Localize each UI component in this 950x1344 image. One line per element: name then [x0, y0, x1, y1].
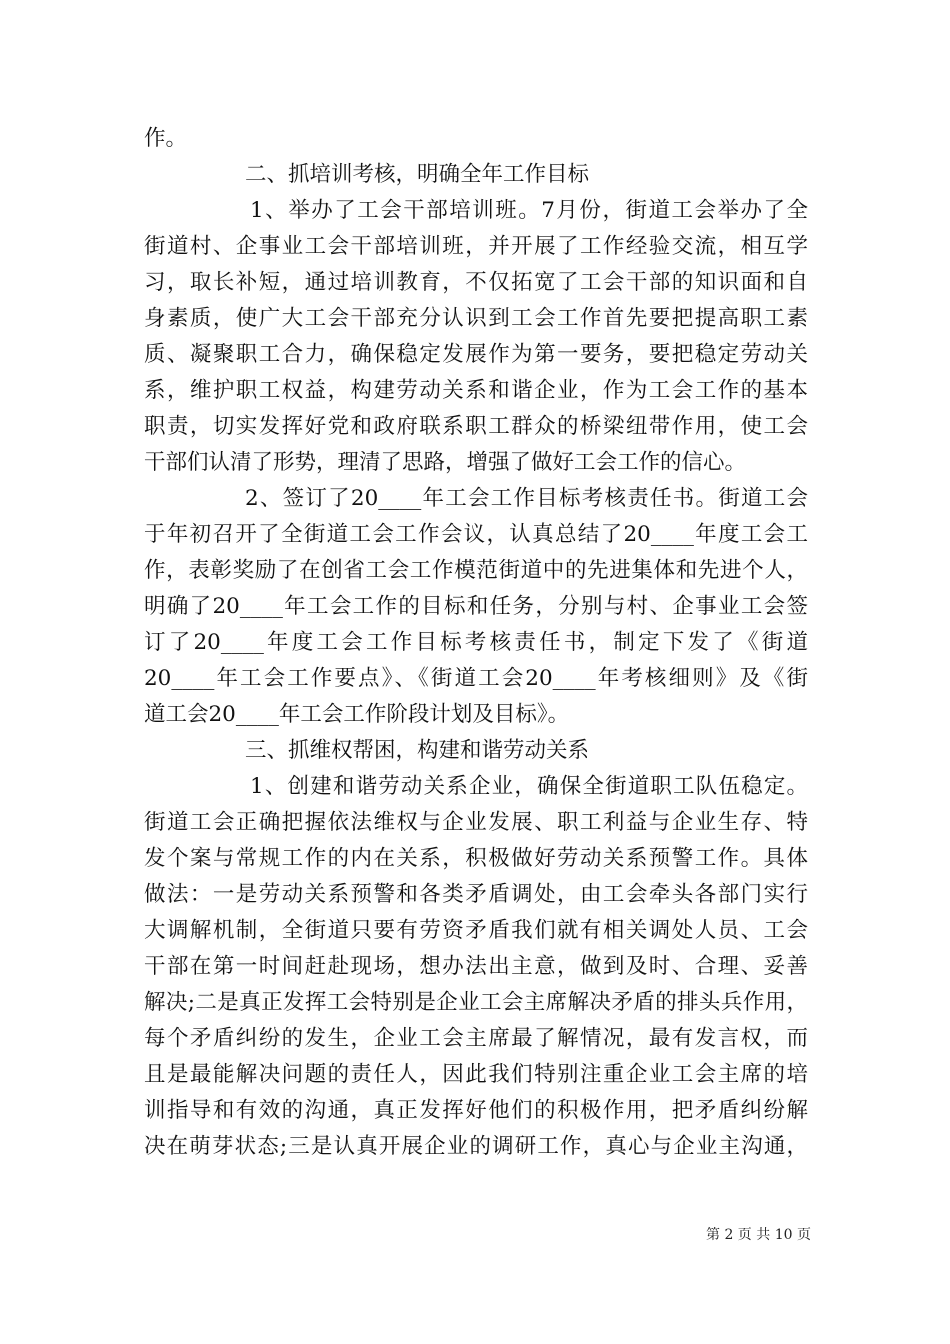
paragraph-line: 身素质，使广大工会干部充分认识到工会工作首先要把提高职工素	[144, 306, 808, 331]
paragraph-line: 订了20____年度工会工作目标考核责任书，制定下发了《街道	[144, 630, 808, 655]
paragraph-line: 街道工会正确把握依法维权与企业发展、职工利益与企业生存、特	[144, 810, 808, 835]
paragraph-line: 习，取长补短，通过培训教育，不仅拓宽了工会干部的知识面和自	[144, 270, 808, 295]
paragraph-line: 每个矛盾纠纷的发生，企业工会主席最了解情况，最有发言权，而	[144, 1026, 808, 1051]
paragraph-line: 1、举办了工会干部培训班。7月份，街道工会举办了全	[250, 198, 808, 223]
paragraph-line: 作，表彰奖励了在创省工会工作模范街道中的先进集体和先进个人，	[144, 558, 808, 583]
paragraph-line: 2、签订了20____年工会工作目标考核责任书。街道工会	[245, 486, 808, 511]
paragraph-line: 街道村、企事业工会干部培训班，并开展了工作经验交流，相互学	[144, 234, 808, 259]
paragraph-line: 职责，切实发挥好党和政府联系职工群众的桥梁纽带作用，使工会	[144, 414, 808, 439]
paragraph-line: 作。	[144, 126, 188, 151]
paragraph-line: 质、凝聚职工合力，确保稳定发展作为第一要务，要把稳定劳动关	[144, 342, 808, 367]
paragraph-line: 发个案与常规工作的内在关系，积极做好劳动关系预警工作。具体	[144, 846, 808, 871]
page-number: 第 2 页 共 10 页	[706, 1227, 811, 1243]
paragraph-line: 做法：一是劳动关系预警和各类矛盾调处，由工会牵头各部门实行	[144, 882, 808, 907]
paragraph-line: 于年初召开了全街道工会工作会议，认真总结了20____年度工会工	[144, 522, 808, 547]
paragraph-line: 道工会20____年工会工作阶段计划及目标》。	[144, 702, 570, 727]
paragraph-line: 决在萌芽状态;三是认真开展企业的调研工作，真心与企业主沟通，	[144, 1134, 808, 1159]
section-heading: 二、抓培训考核，明确全年工作目标	[245, 162, 590, 187]
paragraph-line: 解决;二是真正发挥工会特别是企业工会主席解决矛盾的排头兵作用，	[144, 990, 808, 1015]
paragraph-line: 明确了20____年工会工作的目标和任务，分别与村、企事业工会签	[144, 594, 808, 619]
paragraph-line: 干部在第一时间赶赴现场，想办法出主意，做到及时、合理、妥善	[144, 954, 808, 979]
paragraph-line: 1、创建和谐劳动关系企业，确保全街道职工队伍稳定。	[250, 774, 808, 799]
paragraph-line: 训指导和有效的沟通，真正发挥好他们的积极作用，把矛盾纠纷解	[144, 1098, 808, 1123]
section-heading: 三、抓维权帮困，构建和谐劳动关系	[245, 738, 590, 763]
paragraph-line: 且是最能解决问题的责任人，因此我们特别注重企业工会主席的培	[144, 1062, 808, 1087]
paragraph-line: 20____年工会工作要点》、《街道工会20____年考核细则》及《街	[144, 666, 808, 691]
paragraph-line: 系，维护职工权益，构建劳动关系和谐企业，作为工会工作的基本	[144, 378, 808, 403]
paragraph-line: 大调解机制，全街道只要有劳资矛盾我们就有相关调处人员、工会	[144, 918, 808, 943]
paragraph-line: 干部们认清了形势，理清了思路，增强了做好工会工作的信心。	[144, 450, 747, 475]
